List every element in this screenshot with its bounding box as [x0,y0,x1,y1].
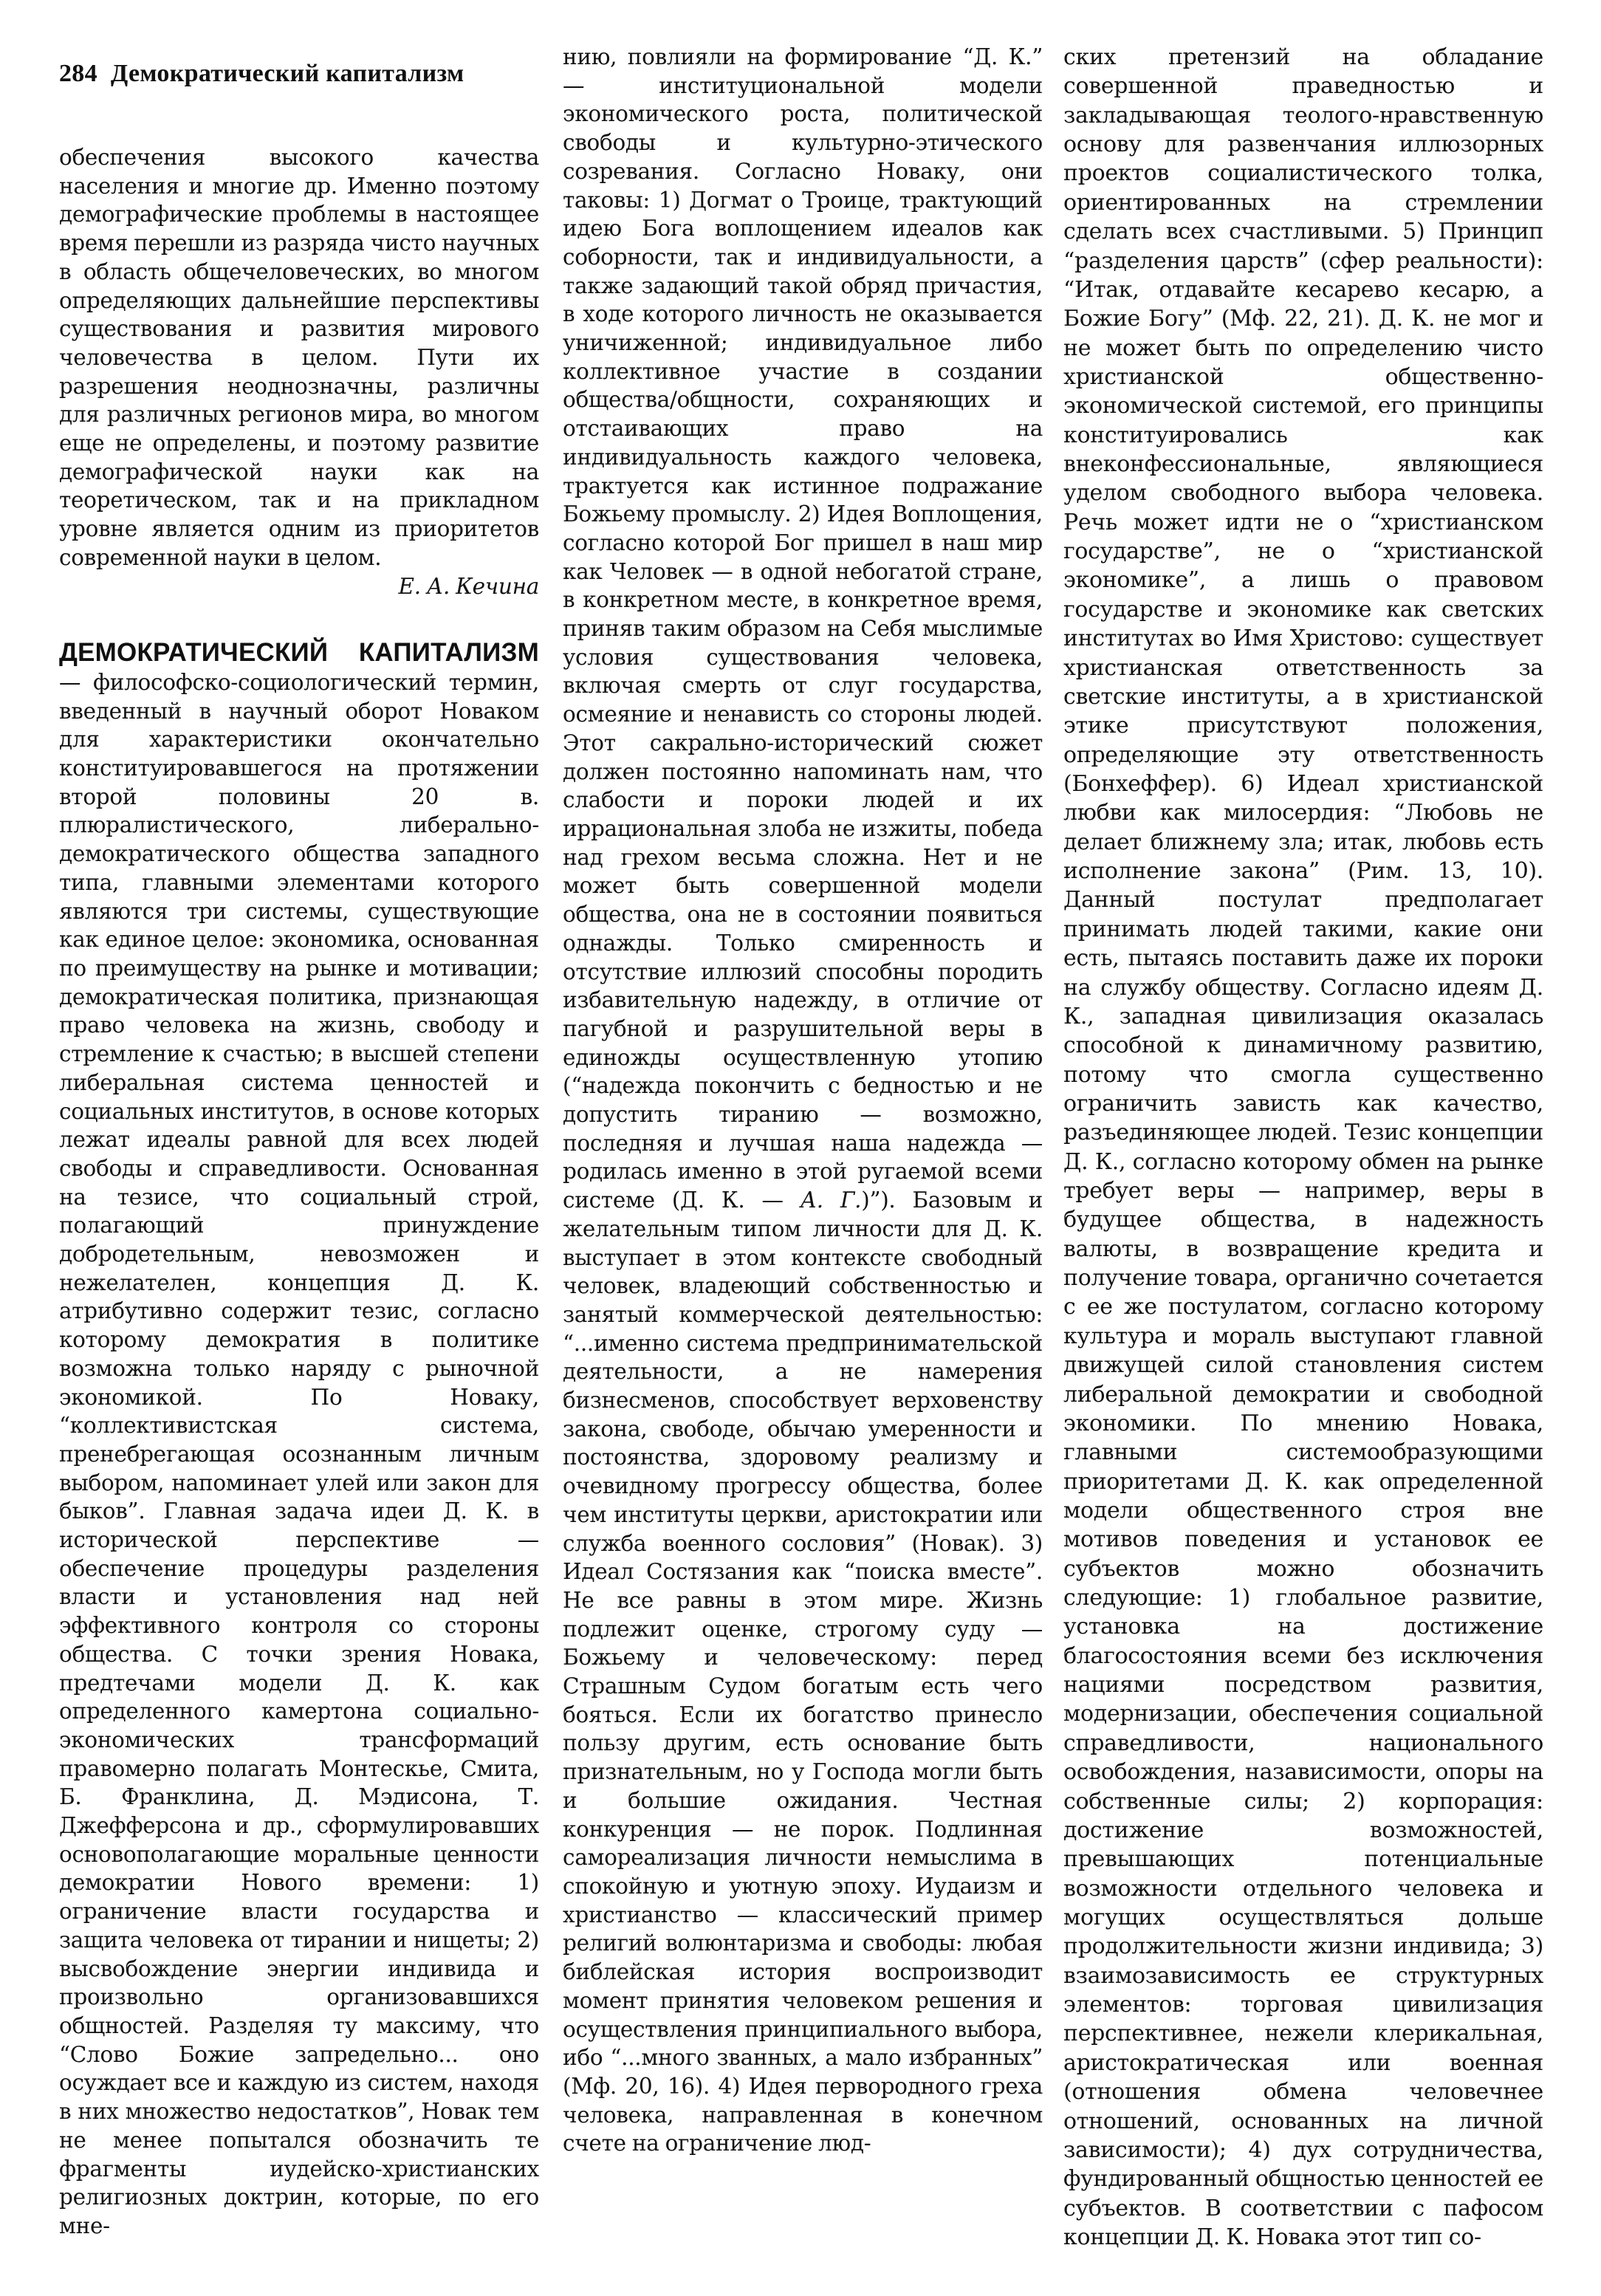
previous-entry-continuation: обеспечения высокого качества населения и многие др. Именно поэтому демографические проблемы в настоящее время перешли из разряда чисто научных в область общечеловеческих, во многом определяющих дальнейшие перспективы существования и развития мирового человечества в целом. Пути их разрешения неоднозначны, различны для различных регионов мира, во многом еще не определены, и поэтому развитие демографической науки как на теоретическом, так и на прикладном уровне является одним из приоритетов современной науки в целом. [59,145,539,570]
column-right [1063,43,1543,2252]
page-number: 284 [59,60,97,87]
page-header [59,52,539,96]
entry-text-part1: — философско-социологический термин, введенный в научный оборот Новаком для характеристики окончательно конституировавшегося на протяжении второй половины 20 в. плюралистического, либерально-демократического общества западного типа, главными элементами которого являются три системы, существующие как единое целое: экономика, основанная по преимуществу на рынке и мотивации; демократическая политика, признающая право человека на жизнь, свободу и стремление к счастью; в высшей степени либеральная система ценностей и социальных институтов, в основе которых лежат идеалы равной для всех людей свободы и справедливости. Основанная на тезисе, что социальный строй, полагающий принуждение добродетельным, невозможен и нежелателен, концепция Д. К. атрибутивно содержит тезис, согласно которому демократия в политике возможна только наряду с рыночной экономикой. По Новаку, “коллективистская система, пренебрегающая осознанным личным выбором, напоминает улей или закон для быков”. Главная задача идеи Д. К. в исторической перспективе — обеспечение процедуры разделения власти и установления над ней эффективного контроля со стороны общества. С точки зрения Новака, предтечами модели Д. К. как определенного камертона социально-экономических трансформаций правомерно полагать Монтескье, Смита, Б. Франклина, Д. Мэдисона, Т. Джефферсона и др., сформулировавших основополагающие моральные ценности демократии Нового времени: 1) ограничение власти государства и защита человека от тирании и нищеты; 2) высвобождение энергии индивида и произвольно организовавшихся общностей. Разделяя ту максиму, что “Слово Божие запредельно... оно осуждает все и каждую из систем, находя в них множество недостатков”, Новак тем не менее попытался обозначить те фрагменты иудейско-христианских религиозных доктрин, которые, по его мне- [59,669,539,2238]
entry-democratic-capitalism [59,639,539,2240]
previous-entry-author: Е. А. Кечина [398,573,539,599]
entry-text-part2b: )”). Базовым и желательным типом личности для Д. К. выступает в этом контексте свободный человек, владеющий собственностью и занятый коммерческой деятельностью: “...именно система предпринимательской деятельности, а не намерения бизнесменов, способствует верховенству закона, свободе, обычаю умеренности и постоянства, здоровому реализму и очевидному прогрессу общества, более чем институты церкви, аристократии или служба военного сословия” (Новак). 3) Идеал Состязания как “поиска вместе”. Не все равны в этом мире. Жизнь подлежит оценке, строгому суду — Божьему и человеческому: перед Страшным Судом богатым есть чего бояться. Если их богатство принесло пользу другим, есть основание быть признательным, но у Господа могли быть и большие ожидания. Честная конкуренция — не порок. Подлинная самореализация личности немыслима в спокойную и уютную эпоху. Иудаизм и христианство — классический пример религий волюнтаризма и свободы: любая библейская история воспроизводит момент принятия человеком решения и осуществления принципиального выбора, ибо “...много званных, а мало избранных” (Мф. 20, 16). 4) Идея первородного греха человека, направленная в конечном счете на ограничение люд- [563,1188,1043,2156]
entry-term: ДЕМОКРАТИЧЕСКИЙ КАПИТАЛИЗМ [59,638,539,668]
column-left [59,143,539,2241]
column-middle [563,43,1043,2158]
running-title: Демократический капитализм [110,60,464,87]
entry-text-part2a: нию, повлияли на формирование “Д. К.” — институциональной модели экономического роста, политической свободы и культурно-этического созревания. Согласно Новаку, они таковы: 1) Догмат о Троице, трактующий идею Бога воплощением идеалов как соборности, так и индивидуальности, а также задающий такой обряд причастия, в ходе которого личность не оказывается уничиженной; индивидуальное либо коллективное участие в создании общества/общности, сохраняющих и отстаивающих право на индивидуальность каждого человека, трактуется как истинное подражание Божьему промыслу. 2) Идея Воплощения, согласно которой Бог пришел в наш мир как Человек — в одной небогатой стране, в конкретном месте, в конкретное время, приняв таким образом на Себя мыслимые условия существования человека, включая смерть от слуг государства, осмеяние и ненависть со стороны людей. Этот сакрально-исторический сюжет должен постоянно напоминать нам, что слабости и пороки людей и их иррациональная злоба не изжиты, победа над грехом весьма сложна. Нет и не может быть совершенной модели общества, она не в состоянии появиться однажды. Только смиренность и отсутствие иллюзий способны породить избавительную надежду, в отличие от пагубной и разрушительной веры в единожды осуществленную утопию (“надежда покончить с бедностью и не допустить тиранию — возможно, последняя и лучшая наша надежда — родилась именно в этой ругаемой всеми системе (Д. К. — [563,44,1043,1213]
entry-text-part2 [563,43,1043,2158]
editor-initials: А. Г. [800,1188,862,1213]
entry-text-part3: ских претензий на обладание совершенной праведностью и закладывающая теолого-нравственную основу для развенчания иллюзорных проектов социалистического толка, ориентированных на стремлении сделать всех счастливыми. 5) Принцип “разделения царств” (сфер реальности): “Итак, отдавайте кесарево кесарю, а Божие Богу” (Мф. 22, 21). Д. К. не мог и не может быть по определению чисто христианской общественно-экономической системой, его принципы конституировались как внеконфессиональные, являющиеся уделом свободного выбора человека. Речь может идти не о “христианском государстве”, не о “христианской экономике”, а лишь о правовом государстве и экономике как светских институтах во Имя Христово: существует христианская ответственность за светские институты, а в христианской этике присутствуют положения, определяющие эту ответственность (Бонхеффер). 6) Идеал христианской любви как милосердия: “Любовь не делает ближнему зла; итак, любовь есть исполнение закона” (Рим. 13, 10). Данный постулат предполагает принимать людей такими, какие они есть, пытаясь поставить даже их пороки на службу обществу. Согласно идеям Д. К., западная цивилизация оказалась способной к динамичному развитию, потому что смогла существенно ограничить зависть как качество, разъединяющее людей. Тезис концепции Д. К., согласно которому обмен на рынке требует веры — например, веры в будущее общества, в надежность валюты, в возвращение кредита и получение товара, органично сочетается с ее же постулатом, согласно которому культура и мораль выступают главной движущей силой становления систем либеральной демократии и свободной экономики. По мнению Новака, главными системообразующими приоритетами Д. К. как определенной модели общественного строя вне мотивов поведения и установок ее субъектов можно обозначить следующие: 1) глобальное развитие, установка на достижение благосостояния всеми без исключения нациями посредством развития, модернизации, обеспечения социальной справедливости, национального освобождения, назависимости, опоры на собственные силы; 2) корпорация: достижение возможностей, превышающих потенциальные возможности отдельного человека и могущих осуществляться дольше продолжительности жизни индивида; 3) взаимозависимость ее структурных элементов: торговая цивилизация перспективнее, нежели клерикальная, аристократическая или военная (отношения обмена человечнее отношений, основанных на личной зависимости); 4) дух сотрудничества, фундированный общностью ценностей ее субъектов. В соответствии с пафосом концепции Д. К. Новака этот тип со- [1063,44,1543,2250]
